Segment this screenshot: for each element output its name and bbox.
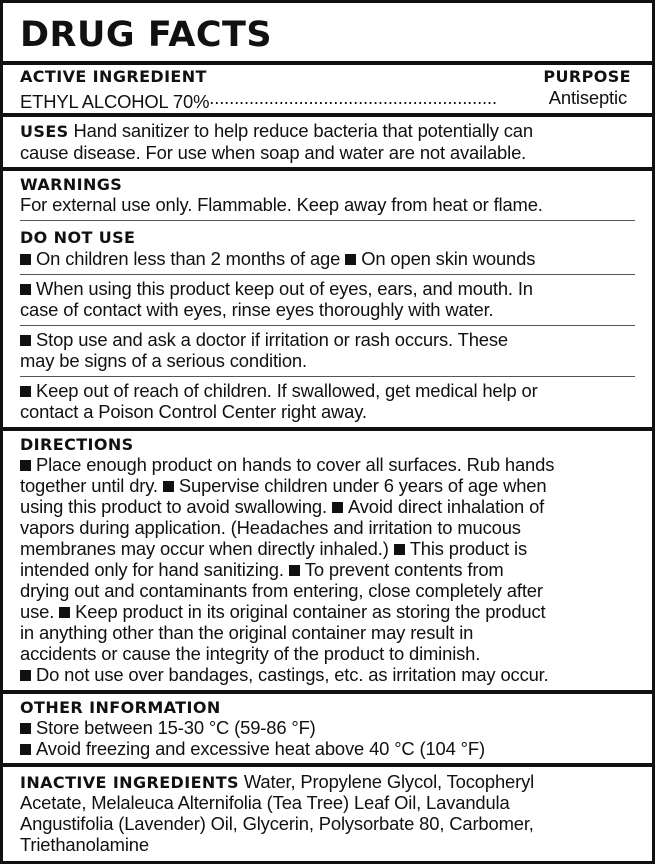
uses-line-2: cause disease. For use when soap and water are not available. [20, 142, 527, 163]
stop-use-line-2: may be signs of a serious condition. [20, 350, 307, 371]
keep-out-line-1: Keep out of reach of children. If swallowed, get medical help or [20, 380, 538, 401]
uses-line-1: USES Hand sanitizer to help reduce bacteria that potentially can [20, 120, 533, 141]
warnings-heading: WARNINGS [20, 175, 123, 194]
directions-line: Do not use over bandages, castings, etc. as irritation may occur. [20, 664, 549, 685]
ingredient-name: ETHYL ALCOHOL 70% [20, 91, 210, 112]
directions-line: using this product to avoid swallowing. Avoid direct inhalation of [20, 496, 545, 517]
bullet-square-icon [20, 335, 31, 346]
bullet-square-icon [20, 284, 31, 295]
other-info-item: Store between 15-30 °C (59-86 °F) [20, 717, 316, 738]
directions-line: accidents or cause the integrity of the product to diminish. [20, 643, 481, 664]
stop-use-line-1: Stop use and ask a doctor if irritation or rash occurs. These [20, 329, 508, 350]
bullet-square-icon [20, 744, 31, 755]
divider [3, 113, 652, 117]
bullet-square-icon [20, 460, 31, 471]
bullet-square-icon [394, 544, 405, 555]
divider [20, 325, 635, 326]
inactive-line-2: Acetate, Melaleuca Alternifolia (Tea Tree) Leaf Oil, Lavandula [20, 792, 510, 813]
bullet-square-icon [59, 607, 70, 618]
bullet-square-icon [163, 481, 174, 492]
directions-line: vapors during application. (Headaches and irritation to mucous [20, 517, 521, 538]
divider [3, 427, 652, 431]
divider [20, 376, 635, 377]
divider [3, 167, 652, 171]
bullet-square-icon [345, 254, 356, 265]
bullet-square-icon [20, 723, 31, 734]
when-using-line-2: case of contact with eyes, rinse eyes thoroughly with water. [20, 299, 494, 320]
directions-line: use. Keep product in its original container as storing the product [20, 601, 546, 622]
purpose-heading: PURPOSE [543, 67, 631, 86]
dot-leader: .......................................................... [209, 87, 497, 108]
bullet-square-icon [289, 565, 300, 576]
divider [3, 61, 652, 65]
bullet-square-icon [20, 254, 31, 265]
directions-line: Place enough product on hands to cover all surfaces. Rub hands [20, 454, 554, 475]
inactive-line-3: Angustifolia (Lavender) Oil, Glycerin, Polysorbate 80, Carbomer, [20, 813, 534, 834]
divider [20, 220, 635, 221]
warnings-text: For external use only. Flammable. Keep away from heat or flame. [20, 194, 543, 215]
bullet-square-icon [20, 386, 31, 397]
directions-line: membranes may occur when directly inhaled.) This product is [20, 538, 528, 559]
divider [3, 763, 652, 767]
directions-line: intended only for hand sanitizing. To prevent contents from [20, 559, 504, 580]
inactive-ingredients-heading: INACTIVE INGREDIENTS [20, 773, 239, 792]
directions-line: together until dry. Supervise children under 6 years of age when [20, 475, 547, 496]
directions-heading: DIRECTIONS [20, 435, 134, 454]
do-not-use-heading: DO NOT USE [20, 228, 136, 247]
inactive-line-4: Triethanolamine [20, 834, 149, 855]
do-not-use-items: On children less than 2 months of age On open skin wounds [20, 248, 535, 269]
ingredient-purpose: Antiseptic [548, 87, 627, 108]
directions-line: drying out and contaminants from entering, close completely after [20, 580, 543, 601]
keep-out-line-2: contact a Poison Control Center right away. [20, 401, 367, 422]
divider [20, 274, 635, 275]
active-ingredient-heading: ACTIVE INGREDIENT [20, 67, 207, 86]
divider [3, 690, 652, 694]
bullet-square-icon [332, 502, 343, 513]
other-information-heading: OTHER INFORMATION [20, 698, 221, 717]
directions-line: in anything other than the original container may result in [20, 622, 474, 643]
page-title: DRUG FACTS [20, 15, 273, 55]
when-using-line-1: When using this product keep out of eyes, ears, and mouth. In [20, 278, 533, 299]
bullet-square-icon [20, 670, 31, 681]
other-info-item: Avoid freezing and excessive heat above 40 °C (104 °F) [20, 738, 485, 759]
inactive-line-1: INACTIVE INGREDIENTS Water, Propylene Glycol, Tocopheryl [20, 771, 535, 792]
uses-heading: USES [20, 122, 69, 141]
active-ingredient-row [20, 87, 631, 112]
